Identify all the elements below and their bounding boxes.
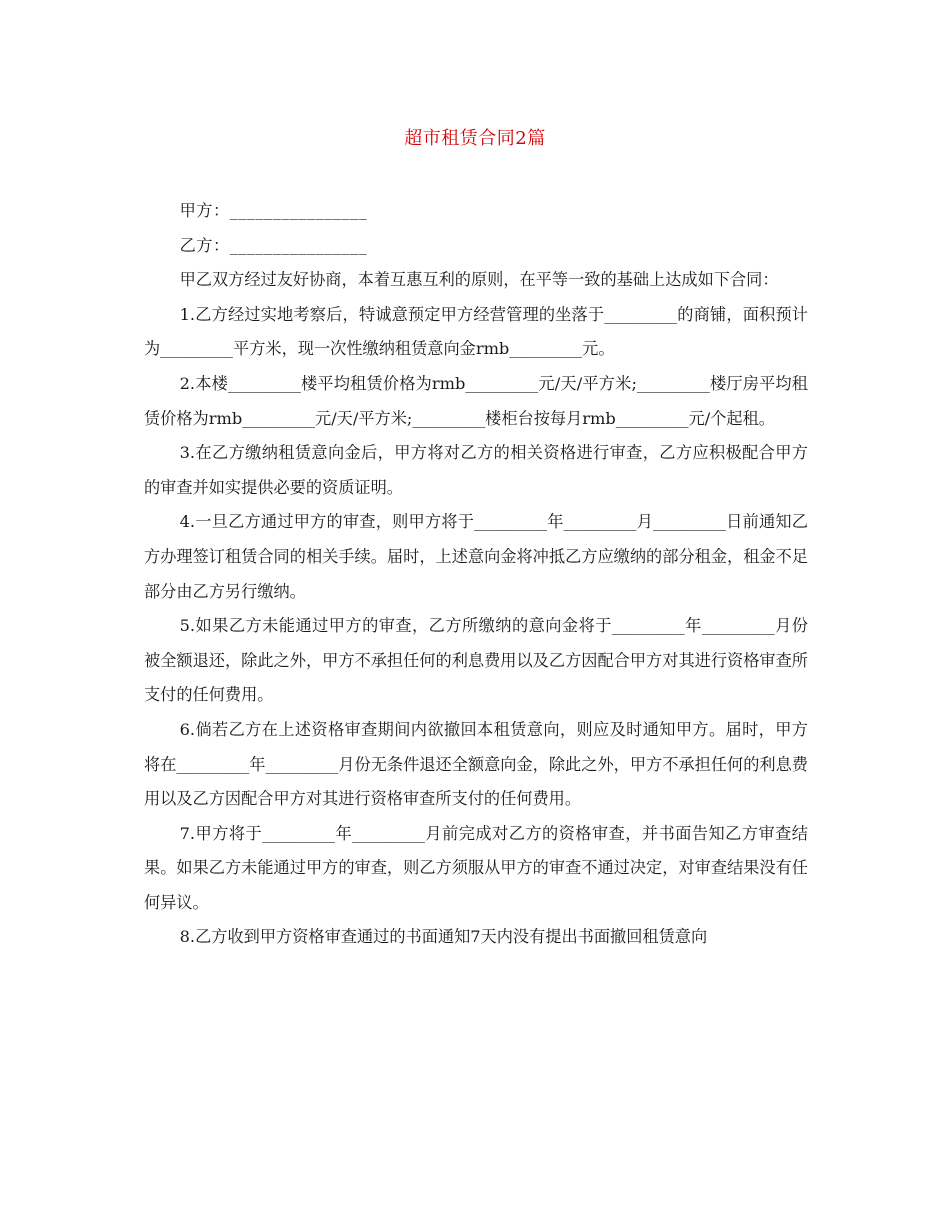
party-b-line: 乙方：________________ xyxy=(179,235,368,255)
party-a-line: 甲方：________________ xyxy=(179,201,368,220)
clause-6: 6.倘若乙方在上述资格审查期间内欲撤回本租赁意向，则应及时通知甲方。届时，甲方将在_________年_________月份无条件退还全额意向金，除此之外，甲方不承担任何的利息费用以及乙方因配合甲方对其进行资格审查所支付的任何费用。 xyxy=(144,719,808,809)
clause-8: 8.乙方收到甲方资格审查通过的书面通知7天内没有提出书面撤回租赁意向 xyxy=(179,927,708,947)
clause-1: 1.乙方经过实地考察后，特诚意预定甲方经营管理的坐落于_________的商铺，面积预计为_________平方米，现一次性缴纳租赁意向金rmb_________元。 xyxy=(144,304,808,359)
clause-7: 7.甲方将于_________年_________月前完成对乙方的资格审查，并书面告知乙方审查结果。如果乙方未能通过甲方的审查，则乙方须服从甲方的审查不通过决定，对审查结果没有任何异议。 xyxy=(144,823,808,912)
clause-2: 2.本楼_________楼平均租赁价格为rmb_________元/天/平方米;_________楼厅房平均租赁价格为rmb_________元/天/平方米;_________楼柜台按每月rmb_________元/个起租。 xyxy=(144,373,808,428)
paragraph-intro: 甲乙双方经过友好协商，本着互惠互利的原则，在平等一致的基础上达成如下合同： xyxy=(179,270,779,290)
document-body xyxy=(144,194,808,955)
clause-3: 3.在乙方缴纳租赁意向金后，甲方将对乙方的相关资格进行审查，乙方应积极配合甲方的审查并如实提供必要的资质证明。 xyxy=(144,443,808,497)
clause-5: 5.如果乙方未能通过甲方的审查，乙方所缴纳的意向金将于_________年_________月份被全额退还，除此之外，甲方不承担任何的利息费用以及乙方因配合甲方对其进行资格审查所支付的任何费用。 xyxy=(144,616,808,705)
document-title: 超市租赁合同2篇 xyxy=(404,128,546,149)
clause-4: 4.一旦乙方通过甲方的审查，则甲方将于_________年_________月_________日前通知乙方办理签订租赁合同的相关手续。届时，上述意向金将冲抵乙方应缴纳的部分租金，租金不足部分由乙方另行缴纳。 xyxy=(144,512,808,601)
